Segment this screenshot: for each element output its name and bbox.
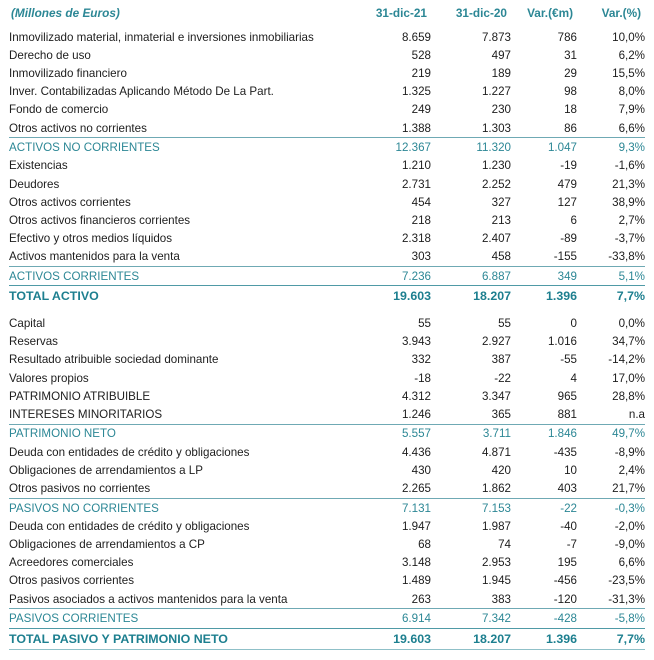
table-row — [9, 369, 645, 387]
cell-31-dic-20: 387 — [491, 353, 511, 367]
cell-31-dic-20: 497 — [491, 48, 511, 62]
cell-var-eur: 881 — [557, 407, 577, 421]
row-label: PASIVOS CORRIENTES — [9, 609, 351, 629]
total-row — [9, 628, 645, 649]
cell-var-pct: 10,0% — [612, 30, 645, 44]
table-row — [9, 480, 645, 499]
cell-var-pct: -1,6% — [614, 159, 645, 173]
cell-var-eur: 195 — [557, 556, 577, 570]
cell-31-dic-21: -18 — [414, 371, 431, 385]
cell-31-dic-20: 365 — [491, 407, 511, 421]
cell-31-dic-20: 11.320 — [431, 138, 511, 157]
row-label: Existencias — [9, 159, 68, 173]
cell-31-dic-21: 2.731 — [401, 177, 431, 191]
cell-var-pct: -33,8% — [608, 250, 645, 264]
table-row — [9, 101, 645, 119]
row-label: Pasivos asociados a activos mantenidos para la venta — [9, 592, 288, 606]
financial-statement-table — [9, 0, 645, 650]
cell-var-pct: 0,0% — [618, 317, 645, 331]
cell-var-pct: 8,0% — [618, 85, 645, 99]
cell-31-dic-20: 4.871 — [481, 445, 511, 459]
cell-var-eur: -456 — [553, 574, 577, 588]
cell-31-dic-21: 249 — [411, 103, 431, 117]
table-body — [9, 0, 645, 649]
cell-var-pct: 2,4% — [618, 463, 645, 477]
cell-var-eur: -428 — [511, 609, 577, 629]
table-spacer-row — [9, 306, 645, 314]
cell-31-dic-21: 4.312 — [401, 389, 431, 403]
row-label: Obligaciones de arrendamientos a LP — [9, 463, 203, 477]
table-row — [9, 157, 645, 175]
table-row — [9, 119, 645, 138]
cell-var-pct: -2,0% — [614, 519, 645, 533]
cell-31-dic-21: 19.603 — [351, 628, 431, 649]
row-label: PATRIMONIO NETO — [9, 424, 351, 443]
subtotal-row — [9, 424, 645, 443]
table-row — [9, 64, 645, 82]
subtotal-row — [9, 138, 645, 157]
row-label: INTERESES MINORITARIOS — [9, 407, 163, 421]
cell-31-dic-20: 230 — [491, 103, 511, 117]
cell-31-dic-20: 6.887 — [431, 266, 511, 286]
cell-var-pct: 6,2% — [618, 48, 645, 62]
row-label: Efectivo y otros medios líquidos — [9, 232, 173, 246]
header-units-label: (Millones de Euros) — [11, 5, 120, 20]
cell-31-dic-21: 430 — [411, 463, 431, 477]
cell-var-eur: 1.846 — [511, 424, 577, 443]
cell-31-dic-21: 219 — [411, 66, 431, 80]
cell-31-dic-20: 2.953 — [481, 556, 511, 570]
cell-var-pct: 49,7% — [577, 424, 645, 443]
cell-var-pct: -23,5% — [608, 574, 645, 588]
table-row — [9, 333, 645, 351]
table-row — [9, 572, 645, 590]
cell-31-dic-21: 3.943 — [401, 335, 431, 349]
table-row — [9, 193, 645, 211]
cell-var-pct: 17,0% — [612, 371, 645, 385]
cell-31-dic-21: 332 — [411, 353, 431, 367]
total-row — [9, 286, 645, 307]
cell-var-eur: 0 — [570, 317, 577, 331]
cell-var-pct: -3,7% — [614, 232, 645, 246]
subtotal-row — [9, 498, 645, 517]
table-header-row — [9, 0, 645, 28]
row-label: Deudores — [9, 177, 60, 191]
row-label: Inmovilizado financiero — [9, 66, 127, 80]
cell-31-dic-20: 3.347 — [481, 389, 511, 403]
cell-var-pct: 15,5% — [612, 66, 645, 80]
cell-var-eur: -435 — [553, 445, 577, 459]
row-label: Fondo de comercio — [9, 103, 109, 117]
cell-31-dic-21: 1.325 — [401, 85, 431, 99]
cell-var-pct: -5,8% — [577, 609, 645, 629]
cell-var-eur: 18 — [564, 103, 577, 117]
cell-31-dic-20: 458 — [491, 250, 511, 264]
cell-var-pct: -0,3% — [577, 498, 645, 517]
table-row — [9, 443, 645, 461]
row-label: PASIVOS NO CORRIENTES — [9, 498, 351, 517]
spacer-cell — [9, 306, 645, 314]
cell-var-pct: 21,7% — [612, 482, 645, 496]
cell-var-pct: -14,2% — [608, 353, 645, 367]
table-row — [9, 405, 645, 424]
table-row — [9, 28, 645, 46]
cell-31-dic-21: 1.210 — [401, 159, 431, 173]
table-row — [9, 175, 645, 193]
table-row — [9, 536, 645, 554]
cell-31-dic-20: 74 — [498, 538, 511, 552]
cell-31-dic-20: 1.227 — [481, 85, 511, 99]
table-row — [9, 248, 645, 267]
cell-31-dic-20: 1.862 — [481, 482, 511, 496]
cell-var-eur: -89 — [560, 232, 577, 246]
cell-31-dic-20: 7.342 — [431, 609, 511, 629]
table-row — [9, 461, 645, 479]
cell-31-dic-20: 2.407 — [481, 232, 511, 246]
cell-31-dic-20: 2.252 — [481, 177, 511, 191]
cell-var-pct: 9,3% — [577, 138, 645, 157]
cell-31-dic-21: 218 — [411, 213, 431, 227]
row-label: Resultado atribuible sociedad dominante — [9, 353, 219, 367]
cell-var-pct: 2,7% — [618, 213, 645, 227]
cell-var-eur: 1.396 — [511, 628, 577, 649]
row-label: Derecho de uso — [9, 48, 91, 62]
row-label: Acreedores comerciales — [9, 556, 134, 570]
row-label: ACTIVOS CORRIENTES — [9, 266, 351, 286]
cell-var-eur: 349 — [511, 266, 577, 286]
cell-var-eur: -155 — [553, 250, 577, 264]
cell-var-pct: 21,3% — [612, 177, 645, 191]
cell-var-eur: 479 — [557, 177, 577, 191]
row-label: ACTIVOS NO CORRIENTES — [9, 138, 351, 157]
cell-31-dic-20: -22 — [494, 371, 511, 385]
cell-var-pct: 38,9% — [612, 195, 645, 209]
table-row — [9, 314, 645, 332]
cell-31-dic-21: 5.557 — [351, 424, 431, 443]
cell-var-eur: 86 — [564, 121, 577, 135]
table-row — [9, 211, 645, 229]
cell-var-eur: 786 — [557, 30, 577, 44]
row-label: Inmovilizado material, inmaterial e inversiones inmobiliarias — [9, 30, 314, 44]
cell-var-eur: 29 — [564, 66, 577, 80]
table-row — [9, 590, 645, 609]
cell-31-dic-20: 327 — [491, 195, 511, 209]
cell-var-eur: 127 — [557, 195, 577, 209]
cell-var-eur: -120 — [553, 592, 577, 606]
table-row — [9, 46, 645, 64]
cell-31-dic-21: 4.436 — [401, 445, 431, 459]
table-row — [9, 351, 645, 369]
cell-var-pct: 5,1% — [577, 266, 645, 286]
cell-31-dic-20: 189 — [491, 66, 511, 80]
cell-var-pct: 6,6% — [618, 556, 645, 570]
cell-var-pct: n.a — [628, 407, 645, 421]
row-label: Obligaciones de arrendamientos a CP — [9, 538, 205, 552]
row-label: Activos mantenidos para la venta — [9, 250, 180, 264]
cell-31-dic-21: 55 — [418, 317, 431, 331]
cell-var-eur: 1.396 — [511, 286, 577, 307]
header-col-31-dic-21: 31-dic-21 — [375, 5, 427, 20]
cell-var-eur: 98 — [564, 85, 577, 99]
table-row — [9, 387, 645, 405]
cell-31-dic-20: 7.153 — [431, 498, 511, 517]
cell-var-pct: 28,8% — [612, 389, 645, 403]
cell-31-dic-20: 18.207 — [431, 286, 511, 307]
cell-var-pct: 34,7% — [612, 335, 645, 349]
table-row — [9, 554, 645, 572]
cell-31-dic-20: 2.927 — [481, 335, 511, 349]
cell-31-dic-21: 12.367 — [351, 138, 431, 157]
row-label: Otros activos no corrientes — [9, 121, 147, 135]
cell-31-dic-21: 303 — [411, 250, 431, 264]
cell-var-eur: -7 — [566, 538, 577, 552]
header-col-var-pct: Var.(%) — [601, 5, 641, 20]
row-label: TOTAL PASIVO Y PATRIMONIO NETO — [9, 628, 351, 649]
cell-var-eur: 10 — [564, 463, 577, 477]
cell-31-dic-21: 6.914 — [351, 609, 431, 629]
cell-31-dic-21: 2.318 — [401, 232, 431, 246]
cell-31-dic-21: 2.265 — [401, 482, 431, 496]
cell-var-pct: 7,9% — [618, 103, 645, 117]
cell-31-dic-20: 7.873 — [481, 30, 511, 44]
header-col-var-eur: Var.(€m) — [527, 5, 573, 20]
cell-var-eur: -40 — [560, 519, 577, 533]
cell-31-dic-20: 1.987 — [481, 519, 511, 533]
subtotal-row — [9, 266, 645, 286]
cell-31-dic-21: 263 — [411, 592, 431, 606]
cell-31-dic-21: 1.246 — [401, 407, 431, 421]
row-label: Otros activos corrientes — [9, 195, 131, 209]
row-label: Deuda con entidades de crédito y obligaciones — [9, 519, 250, 533]
row-label: Otros pasivos no corrientes — [9, 482, 151, 496]
cell-31-dic-21: 454 — [411, 195, 431, 209]
row-label: TOTAL ACTIVO — [9, 286, 351, 307]
table-row — [9, 83, 645, 101]
cell-var-eur: 31 — [564, 48, 577, 62]
cell-var-eur: 6 — [570, 213, 577, 227]
cell-31-dic-21: 1.947 — [401, 519, 431, 533]
cell-var-pct: 7,7% — [577, 628, 645, 649]
cell-31-dic-20: 420 — [491, 463, 511, 477]
row-label: Otros activos financieros corrientes — [9, 213, 191, 227]
cell-var-pct: -9,0% — [614, 538, 645, 552]
row-label: Capital — [9, 317, 46, 331]
row-label: Inver. Contabilizadas Aplicando Método De La Part. — [9, 85, 274, 99]
table-row — [9, 517, 645, 535]
row-label: Valores propios — [9, 371, 89, 385]
cell-var-pct: 7,7% — [577, 286, 645, 307]
cell-var-eur: -19 — [560, 159, 577, 173]
cell-31-dic-21: 19.603 — [351, 286, 431, 307]
cell-var-pct: -8,9% — [614, 445, 645, 459]
cell-var-eur: 1.016 — [547, 335, 577, 349]
cell-31-dic-20: 55 — [498, 317, 511, 331]
cell-31-dic-20: 1.945 — [481, 574, 511, 588]
cell-31-dic-20: 383 — [491, 592, 511, 606]
cell-31-dic-21: 528 — [411, 48, 431, 62]
cell-var-eur: -55 — [560, 353, 577, 367]
row-label: Deuda con entidades de crédito y obligaciones — [9, 445, 250, 459]
cell-31-dic-21: 68 — [418, 538, 431, 552]
cell-31-dic-21: 7.131 — [351, 498, 431, 517]
row-label: Reservas — [9, 335, 58, 349]
cell-31-dic-20: 1.303 — [481, 121, 511, 135]
cell-var-eur: 403 — [557, 482, 577, 496]
cell-31-dic-21: 3.148 — [401, 556, 431, 570]
cell-31-dic-20: 18.207 — [431, 628, 511, 649]
row-label: PATRIMONIO ATRIBUIBLE — [9, 389, 151, 403]
table-row — [9, 229, 645, 247]
cell-var-pct: 6,6% — [618, 121, 645, 135]
row-label: Otros pasivos corrientes — [9, 574, 135, 588]
cell-var-eur: -22 — [511, 498, 577, 517]
cell-31-dic-21: 7.236 — [351, 266, 431, 286]
subtotal-row — [9, 609, 645, 629]
cell-var-eur: 1.047 — [511, 138, 577, 157]
cell-var-eur: 4 — [570, 371, 577, 385]
cell-31-dic-21: 8.659 — [401, 30, 431, 44]
cell-31-dic-20: 3.711 — [431, 424, 511, 443]
header-col-31-dic-20: 31-dic-20 — [455, 5, 507, 20]
cell-var-pct: -31,3% — [608, 592, 645, 606]
cell-31-dic-20: 213 — [491, 213, 511, 227]
cell-var-eur: 965 — [557, 389, 577, 403]
cell-31-dic-21: 1.388 — [401, 121, 431, 135]
cell-31-dic-20: 1.230 — [481, 159, 511, 173]
cell-31-dic-21: 1.489 — [401, 574, 431, 588]
